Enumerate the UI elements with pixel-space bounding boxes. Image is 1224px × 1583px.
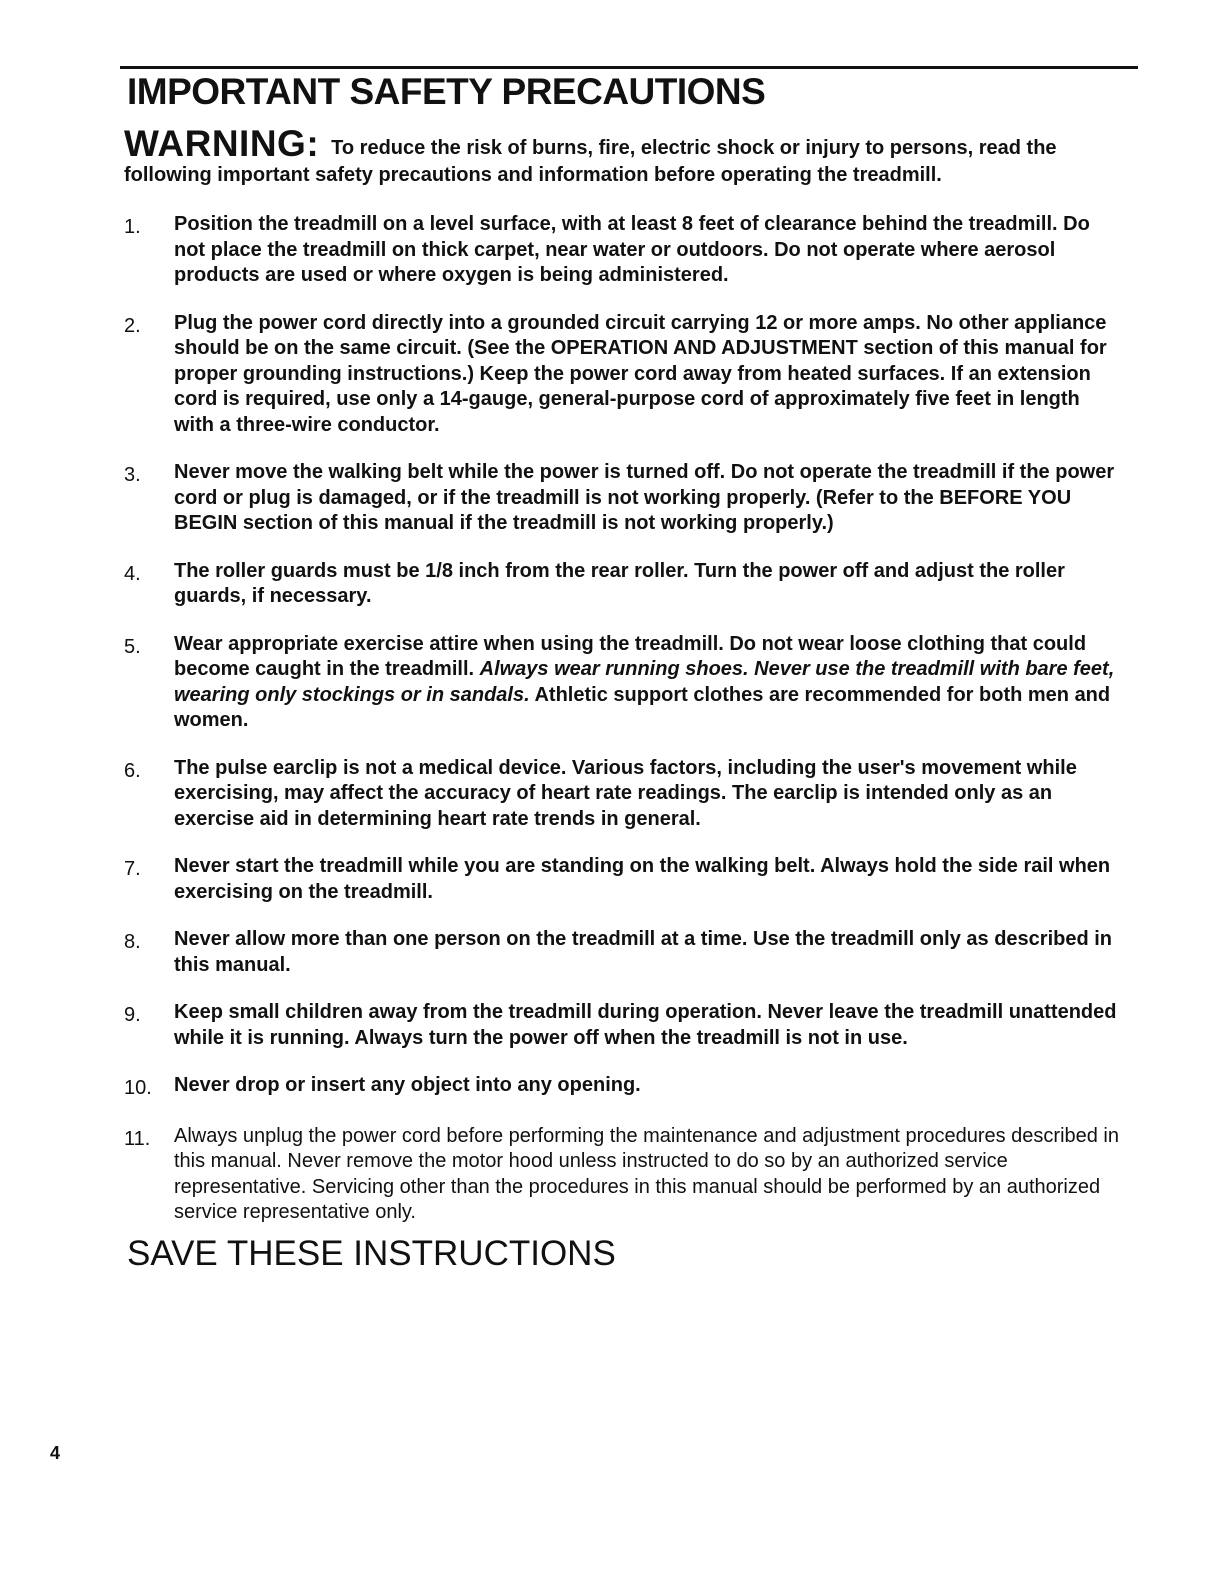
item-number: 11.: [124, 1127, 151, 1150]
page-number: 4: [50, 1443, 61, 1463]
item-text: The pulse earclip is not a medical device. Various factors, including the user's movement while exercising, may affect the accuracy of heart rate readings. The earclip is intended only as an exercise aid in determining heart rate trends in general.: [174, 756, 1077, 830]
item-number: 7.: [124, 858, 141, 880]
item-text: [174, 632, 1124, 734]
item-text: Never start the treadmill while you are standing on the walking belt. Always hold the side rail when exercising on the treadmill.: [174, 855, 1111, 903]
item-text: The roller guards must be 1/8 inch from the rear roller. Turn the power off and adjust the roller guards, if necessary.: [174, 559, 1065, 607]
list-item: [124, 756, 1124, 833]
save-instructions-heading: SAVE THESE INSTRUCTIONS: [127, 1234, 616, 1273]
item-text-italic: Always wear running shoes. Never use the treadmill with bare feet, wearing only stockings or in sandals.: [174, 658, 1115, 706]
item-number: 9.: [124, 1004, 141, 1026]
item-number: 6.: [124, 759, 141, 782]
warning-text: To reduce the risk of burns, fire, electric shock or injury to persons, read the following important safety precautions and information before operating the treadmill.: [124, 137, 1057, 186]
item-text: Never move the walking belt while the power is turned off. Do not operate the treadmill if the power cord or plug is damaged, or if the treadmill is not working properly. (Refer to the BEFORE YOU BEGIN section of this manual if the treadmill is not working properly.): [174, 461, 1115, 534]
list-item: [124, 212, 1124, 289]
warning-label: WARNING:: [124, 123, 320, 164]
list-item: [124, 927, 1124, 978]
item-text-part: Athletic support clothes are recommended for both men and women.: [174, 683, 1111, 731]
item-number: 3.: [124, 464, 141, 486]
list-item: [124, 854, 1124, 905]
list-item: [124, 1073, 1124, 1102]
item-text: Keep small children away from the treadmill during operation. Never leave the treadmill unattended while it is running. Always turn the power off when the treadmill is not in use.: [174, 1001, 1117, 1049]
precautions-list: [124, 212, 1124, 1226]
item-text: Plug the power cord directly into a grounded circuit carrying 12 or more amps. No other appliance should be on the same circuit. (See the OPERATION AND ADJUSTMENT section of this manual for proper grounding instructions.) Keep the power cord away from heated surfaces. If an extension cord is required, use only a 14-gauge, general-purpose cord of approximately five feet in length with a three-wire conductor.: [174, 311, 1107, 436]
list-item: [124, 460, 1124, 537]
warning-paragraph: [124, 123, 1144, 189]
list-item: [124, 632, 1124, 734]
item-text-part: Wear appropriate exercise attire when using the treadmill. Do not wear loose clothing that could become caught in the treadmill.: [174, 632, 1087, 680]
item-text: Always unplug the power cord before performing the maintenance and adjustment procedures described in this manual. Never remove the motor hood unless instructed to do so by an authorized service representative. Servicing other than the procedures in this manual should be performed by an authorized service representative only.: [174, 1124, 1119, 1223]
item-number: 4.: [124, 562, 141, 585]
list-item: [124, 1000, 1124, 1051]
list-item: [124, 311, 1124, 439]
list-item: [124, 559, 1124, 610]
item-text: Never drop or insert any object into any opening.: [174, 1074, 641, 1096]
item-number: 1.: [124, 216, 141, 238]
item-number: 10.: [124, 1077, 152, 1099]
item-number: 2.: [124, 314, 141, 337]
header-rule: [120, 66, 1138, 69]
page-title: IMPORTANT SAFETY PRECAUTIONS: [127, 71, 766, 112]
item-text: Never allow more than one person on the treadmill at a time. Use the treadmill only as described in this manual.: [174, 928, 1113, 976]
list-item: [124, 1124, 1124, 1226]
item-text: Position the treadmill on a level surface, with at least 8 feet of clearance behind the treadmill. Do not place the treadmill on thick carpet, near water or outdoors. Do not operate where aerosol products are used or where oxygen is being administered.: [174, 213, 1090, 286]
item-number: 8.: [124, 931, 141, 953]
item-number: 5.: [124, 635, 141, 658]
